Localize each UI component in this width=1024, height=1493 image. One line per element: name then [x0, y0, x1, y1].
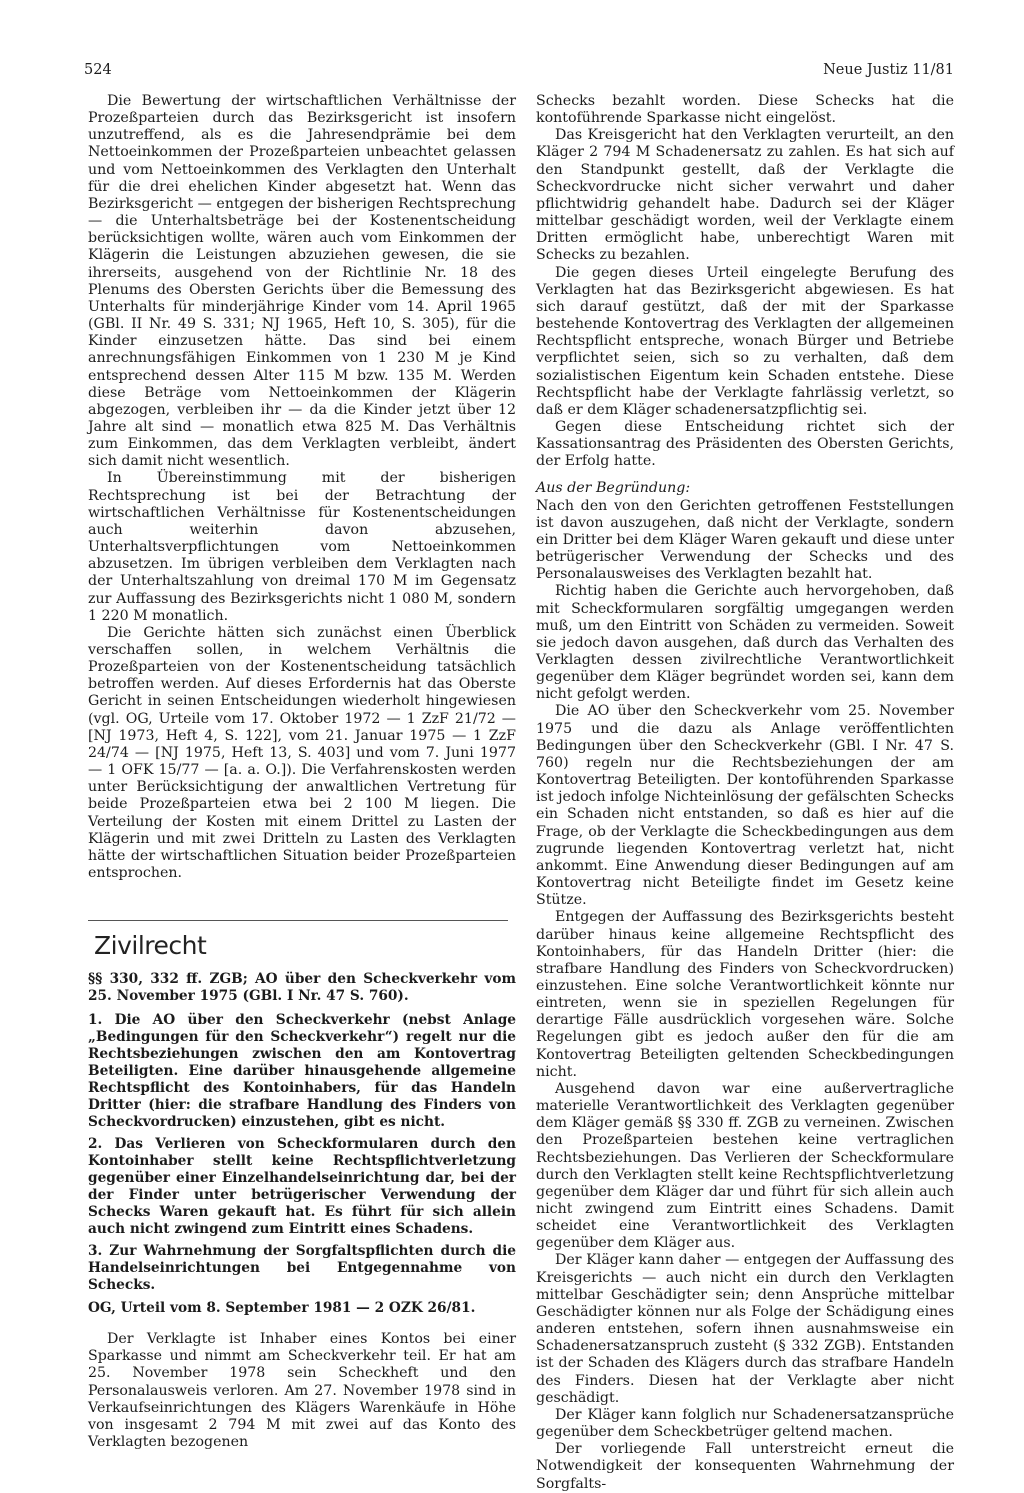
body-paragraph: Die AO über den Scheckverkehr vom 25. November 1975 und die dazu als Anlage veröffentlichten Bedingungen über den Scheckverkehr (GBl. I Nr. 47 S. 760) regeln nur die Rechtsbeziehungen der am Kontovertrag Beteiligten. Der kontoführenden Sparkasse ist jedoch infolge Nichteinlösung der gefälschten Schecks ein Schaden nicht entstanden, so daß es hier auf die Frage, ob der Verklagte die Scheckbedingungen aus dem zugrunde liegenden Kontovertrag verletzt hat, nicht ankommt. Eine Anwendung dieser Bedingungen auf am Kontovertrag nicht Beteiligte findet im Gesetz keine Stütze. [536, 703, 954, 909]
reasons-heading: Aus der Begründung: [536, 480, 691, 497]
section-title: Zivilrecht [94, 931, 207, 961]
left-column [88, 93, 516, 1451]
body-paragraph: Der Kläger kann folglich nur Schadenersatzansprüche gegenüber dem Scheckbetrüger geltend machen. [536, 1406, 954, 1441]
body-paragraph: Der Kläger kann daher — entgegen der Auffassung des Kreisgerichts — auch nicht ein durch den Verklagten mittelbar Geschädigter sein; denn Ansprüche mittelbar Geschädigter können nur als Folge der Schädigung eines anderen entstehen, sofern ihnen ausnahmsweise ein Schadenersatzanspruch zusteht (§ 332 ZGB). Entstanden ist der Schaden des Klägers durch das strafbare Handeln des Finders. Diesen hat der Verklagte aber nicht geschädigt. [536, 1252, 954, 1406]
headnote-1: 1. Die AO über den Scheckverkehr (nebst Anlage „Bedingungen für den Scheckverkehr“) regelt nur die Rechtsbeziehungen zwischen den am Kontovertrag Beteiligten. Eine darüber hinausgehende allgemeine Rechtspflicht des Kontoinhabers, für das Handeln Dritter (hier: die strafbare Handlung des Finders von Scheckvordrucken) einzustehen, gibt es nicht. [88, 1011, 516, 1131]
body-paragraph: Der vorliegende Fall unterstreicht erneut die Notwendigkeit der konsequenten Wahrnehmung der Sorgfalts- [536, 1441, 954, 1492]
body-paragraph: Richtig haben die Gerichte auch hervorgehoben, daß mit Scheckformularen sorgfältig umgegangen werden muß, um den Eintritt von Schäden zu vermeiden. Soweit sie jedoch davon ausgehen, daß durch das Verhalten des Verklagten dessen zivilrechtliche Verantwortlichkeit gegenüber dem Kläger begründet worden sei, kann dem nicht gefolgt werden. [536, 583, 954, 703]
headnote-3: 3. Zur Wahrnehmung der Sorgfaltspflichten durch die Handelseinrichtungen bei Entgegennahme von Schecks. [88, 1242, 516, 1293]
court-citation: OG, Urteil vom 8. September 1981 — 2 OZK 26/81. [88, 1300, 476, 1316]
body-paragraph: Entgegen der Auffassung des Bezirksgerichts besteht darüber hinaus keine allgemeine Rechtspflicht des Kontoinhabers, für das Handeln Dritter (hier: die strafbare Handlung des Finders von Scheckvordrucken) einzustehen. Eine solche Verantwortlichkeit könnte nur eintreten, wenn sie in speziellen Regelungen für derartige Fälle ausdrücklich vorgesehen wäre. Solche Regelungen gibt es jedoch außer den für die am Kontovertrag Beteiligten geltenden Scheckbedingungen nicht. [536, 909, 954, 1080]
body-paragraph: Schecks bezahlt worden. Diese Schecks hat die kontoführende Sparkasse nicht eingelöst. [536, 93, 954, 127]
page-header [84, 62, 954, 82]
right-column [536, 93, 954, 1493]
headnote-2: 2. Das Verlieren von Scheckformularen durch den Kontoinhaber stellt keine Rechtspflichtverletzung gegenüber einer Einzelhandelseinrichtung dar, bei der der Finder unter betrügerischer Verwendung der Schecks Waren gekauft hat. Es führt für sich allein auch nicht zwingend zum Eintritt eines Schadens. [88, 1135, 516, 1238]
section-divider [88, 920, 508, 921]
journal-issue: Neue Justiz 11/81 [823, 62, 954, 78]
body-paragraph: Ausgehend davon war eine außervertragliche materielle Verantwortlichkeit des Verklagten gegenüber dem Kläger gemäß §§ 330 ff. ZGB zu verneinen. Zwischen den Prozeßparteien bestehen keine vertraglichen Rechtsbeziehungen. Das Verlieren der Scheckformulare durch den Verklagten stellt keine Rechtspflichtverletzung gegenüber dem Kläger dar und führt für sich allein auch nicht zwingend zum Eintritt eines Schadens. Damit scheidet eine Verantwortlichkeit des Verklagten gegenüber dem Kläger aus. [536, 1080, 954, 1252]
legal-reference: §§ 330, 332 ff. ZGB; AO über den Scheckverkehr vom 25. November 1975 (GBl. I Nr. 47 S. 760). [88, 971, 516, 1005]
body-paragraph: In Übereinstimmung mit der bisherigen Rechtsprechung ist bei der Betrachtung der wirtschaftlichen Verhältnisse für Kostenentscheidungen auch weiterhin davon abzusehen, Unterhaltsverpflichtungen vom Nettoeinkommen abzusetzen. Im übrigen verbleiben dem Verklagten nach der Unterhaltszahlung von dreimal 170 M im Gegensatz zur Auffassung des Bezirksgerichts nicht 1 080 M, sondern 1 220 M monatlich. [88, 470, 516, 624]
body-paragraph: Die gegen dieses Urteil eingelegte Berufung des Verklagten hat das Bezirksgericht abgewiesen. Es hat sich darauf gestützt, daß der mit der Sparkasse bestehende Kontovertrag des Verklagten der allgemeinen Rechtspflicht entspreche, wonach Bürger und Betriebe verpflichtet seien, sich so zu verhalten, daß dem sozialistischen Eigentum kein Schaden entstehe. Diese Rechtspflicht habe der Verklagte fahrlässig verletzt, so daß er dem Kläger schadenersatzpflichtig sei. [536, 264, 954, 418]
body-paragraph: Das Kreisgericht hat den Verklagten verurteilt, an den Kläger 2 794 M Schadenersatz zu zahlen. Es hat sich auf den Standpunkt gestellt, daß der Verklagte die Scheckvordrucke nicht sicher verwahrt und daher pflichtwidrig gehandelt habe. Dadurch sei der Kläger mittelbar geschädigt worden, weil der Verklagte einem Dritten ermöglicht habe, unberechtigt Waren mit Schecks zu bezahlen. [536, 127, 954, 264]
body-paragraph: Die Bewertung der wirtschaftlichen Verhältnisse der Prozeßparteien durch das Bezirksgericht ist insofern unzutreffend, als es die Jahresendprämie bei dem Nettoeinkommen der Prozeßparteien unbeachtet gelassen und vom Nettoeinkommen des Verklagten den Unterhalt für die drei ehelichen Kinder abgesetzt hat. Wenn das Bezirksgericht — entgegen der bisherigen Rechtsprechung — die Unterhaltsbeträge bei der Kostenentscheidung berücksichtigen wollte, wären auch vom Einkommen der Klägerin die Leistungen abzuziehen gewesen, die sie ihrerseits, ausgehend von der Richtlinie Nr. 18 des Plenums des Obersten Gerichts über die Bemessung des Unterhalts für minderjährige Kinder vom 14. April 1965 (GBl. II Nr. 49 S. 331; NJ 1965, Heft 10, S. 305), für die Kinder einzusetzen hätte. Das sind bei einem anrechnungsfähigen Einkommen von 1 230 M je Kind entsprechend dessen Alter 115 M bzw. 135 M. Werden diese Beträge vom Nettoeinkommen der Klägerin abgezogen, verbleiben ihr — da die Kinder jetzt über 12 Jahre alt sind — monatlich etwa 825 M. Das Verhältnis zum Einkommen, das dem Verklagten verbleibt, ändert sich damit nicht wesentlich. [88, 93, 516, 470]
body-paragraph: Gegen diese Entscheidung richtet sich der Kassationsantrag des Präsidenten des Obersten Gerichts, der Erfolg hatte. [536, 418, 954, 470]
page-number: 524 [84, 62, 112, 78]
body-paragraph: Nach den von den Gerichten getroffenen Feststellungen ist davon auszugehen, daß nicht der Verklagte, sondern ein Dritter bei dem Kläger Waren gekauft und diese unter betrügerischer Verwendung der Schecks und des Personalausweises des Verklagten bezahlt hat. [536, 497, 954, 583]
facts-paragraph: Der Verklagte ist Inhaber eines Kontos bei einer Sparkasse und nimmt am Scheckverkehr teil. Er hat am 25. November 1978 sein Scheckheft und den Personalausweis verloren. Am 27. November 1978 sind in Verkaufseinrichtungen des Klägers Warenkäufe in Höhe von insgesamt 2 794 M mit zwei auf das Konto des Verklagten bezogenen [88, 1331, 516, 1451]
body-paragraph: Die Gerichte hätten sich zunächst einen Überblick verschaffen sollen, in welchem Verhältnis die Prozeßparteien von der Kostenentscheidung tatsächlich betroffen werden. Auf dieses Erfordernis hat das Oberste Gericht in seinen Entscheidungen wiederholt hingewiesen (vgl. OG, Urteile vom 17. Oktober 1972 — 1 ZzF 21/72 — [NJ 1973, Heft 4, S. 122], vom 21. Januar 1975 — 1 ZzF 24/74 — [NJ 1975, Heft 13, S. 403] und vom 7. Juni 1977 — 1 OFK 15/77 — [a. a. O.]). Die Verfahrenskosten werden unter Berücksichtigung der anwaltlichen Vertretung für beide Prozeßparteien etwa bei 2 100 M liegen. Die Verteilung der Kosten mit einem Drittel zu Lasten der Klägerin und mit zwei Dritteln zu Lasten des Verklagten hätte der wirtschaftlichen Situation beider Prozeßparteien entsprochen. [88, 624, 516, 882]
